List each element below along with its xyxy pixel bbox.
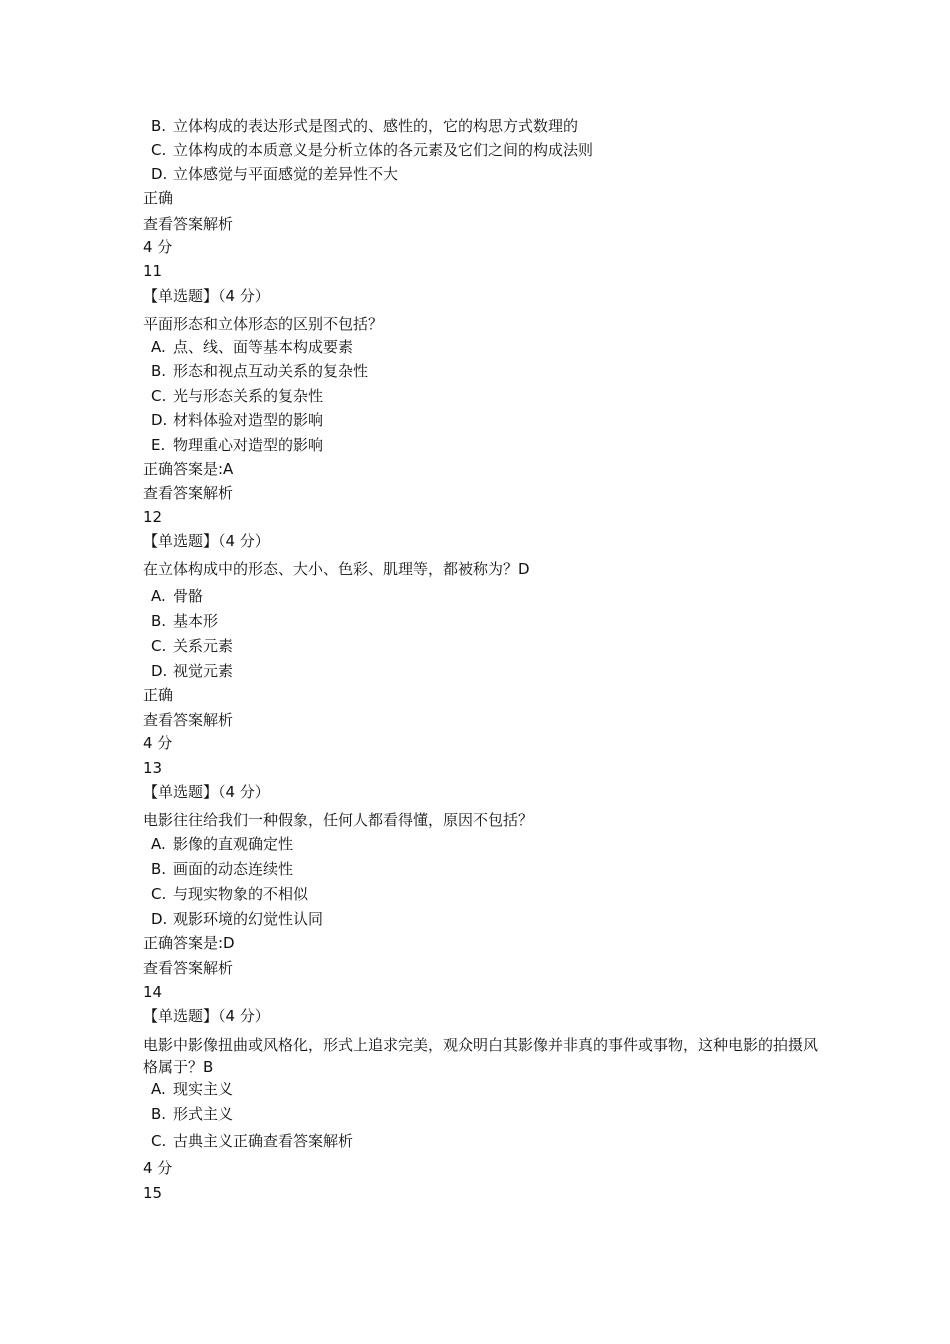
option-line <box>151 1104 233 1124</box>
option-line <box>151 859 293 879</box>
option-letter: B. <box>151 612 167 630</box>
text-line: 4 分 <box>143 238 173 256</box>
text-line: 4 分 <box>143 1159 173 1177</box>
option-line <box>151 164 398 184</box>
option-line <box>151 834 293 854</box>
option-text: 光与形态关系的复杂性 <box>173 387 324 405</box>
option-letter: D. <box>151 165 168 183</box>
text-line: 查看答案解析 <box>143 484 234 502</box>
option-letter: B. <box>151 362 167 380</box>
option-letter: A. <box>151 338 166 356</box>
option-text: 基本形 <box>173 612 219 630</box>
option-line <box>151 337 353 357</box>
text-line: 4 分 <box>143 734 173 752</box>
option-line <box>151 386 323 406</box>
option-letter: C. <box>151 1132 167 1150</box>
option-text: 古典主义正确查看答案解析 <box>173 1132 354 1150</box>
option-letter: C. <box>151 637 167 655</box>
option-text: 与现实物象的不相似 <box>173 885 309 903</box>
option-line <box>151 636 233 656</box>
question-stem: 电影中影像扭曲或风格化，形式上追求完美，观众明白其影像并非真的事件或事物，这种电影的拍摄风格属于？B <box>143 1036 819 1076</box>
option-line <box>151 661 233 681</box>
option-text: 关系元素 <box>173 637 234 655</box>
option-line <box>151 435 323 455</box>
option-text: 材料体验对造型的影响 <box>173 411 324 429</box>
text-line: 正确 <box>143 686 174 704</box>
text-line: 查看答案解析 <box>143 711 234 729</box>
text-line: 正确答案是:D <box>143 934 235 952</box>
question-type-header: 【单选题】（4 分） <box>143 783 270 801</box>
option-letter: C. <box>151 387 167 405</box>
option-letter: B. <box>151 117 167 135</box>
option-text: 形式主义 <box>173 1105 234 1123</box>
option-letter: A. <box>151 1080 166 1098</box>
question-type-header: 【单选题】（4 分） <box>143 1007 270 1025</box>
option-letter: D. <box>151 411 168 429</box>
option-letter: D. <box>151 662 168 680</box>
option-line <box>151 140 593 160</box>
text-line: 查看答案解析 <box>143 215 234 233</box>
question-type-header: 【单选题】（4 分） <box>143 532 270 550</box>
option-letter: C. <box>151 885 167 903</box>
option-line <box>151 1079 233 1099</box>
option-letter: B. <box>151 860 167 878</box>
option-letter: E. <box>151 436 166 454</box>
text-line: 在立体构成中的形态、大小、色彩、肌理等，都被称为？D <box>143 560 530 578</box>
option-text: 现实主义 <box>173 1080 234 1098</box>
option-letter: A. <box>151 835 166 853</box>
option-line <box>151 116 578 136</box>
option-letter: B. <box>151 1105 167 1123</box>
option-text: 立体感觉与平面感觉的差异性不大 <box>173 165 399 183</box>
option-line <box>151 361 368 381</box>
question-type-header: 【单选题】（4 分） <box>143 287 270 305</box>
option-text: 观影环境的幻觉性认同 <box>173 910 324 928</box>
text-line: 11 <box>143 262 163 280</box>
option-text: 形态和视点互动关系的复杂性 <box>173 362 369 380</box>
option-text: 影像的直观确定性 <box>173 835 294 853</box>
text-line: 13 <box>143 759 163 777</box>
option-letter: A. <box>151 587 166 605</box>
text-line: 电影往往给我们一种假象，任何人都看得懂，原因不包括？ <box>143 811 534 829</box>
text-line: 12 <box>143 508 163 526</box>
option-text: 立体构成的本质意义是分析立体的各元素及它们之间的构成法则 <box>173 141 594 159</box>
text-line: 15 <box>143 1184 163 1202</box>
option-line <box>151 1131 353 1151</box>
option-line <box>151 909 323 929</box>
text-line: 正确 <box>143 189 174 207</box>
text-line: 14 <box>143 983 163 1001</box>
text-line: 平面形态和立体形态的区别不包括？ <box>143 315 384 333</box>
option-text: 点、线、面等基本构成要素 <box>173 338 354 356</box>
text-line: 查看答案解析 <box>143 959 234 977</box>
option-letter: D. <box>151 910 168 928</box>
option-line <box>151 611 218 631</box>
option-line <box>151 410 323 430</box>
option-letter: C. <box>151 141 167 159</box>
option-text: 立体构成的表达形式是图式的、感性的，它的构思方式数理的 <box>173 117 579 135</box>
option-text: 骨骼 <box>173 587 204 605</box>
option-line <box>151 586 203 606</box>
option-text: 物理重心对造型的影响 <box>173 436 324 454</box>
option-line <box>151 884 308 904</box>
option-text: 视觉元素 <box>173 662 234 680</box>
text-line: 正确答案是:A <box>143 460 234 478</box>
option-text: 画面的动态连续性 <box>173 860 294 878</box>
